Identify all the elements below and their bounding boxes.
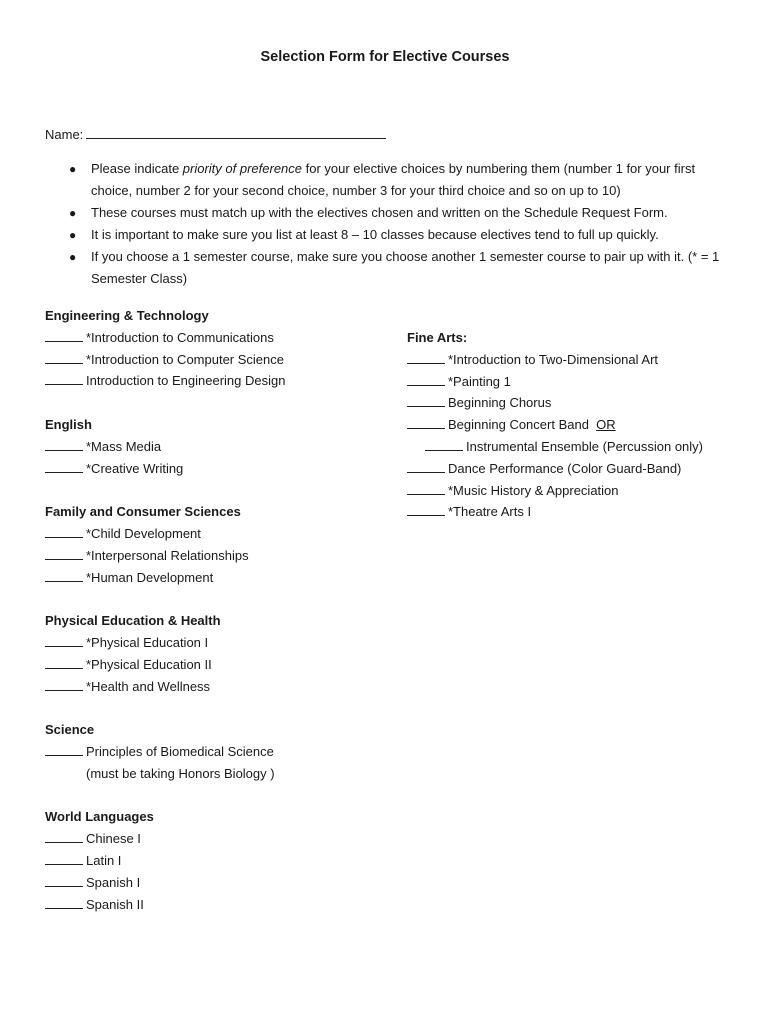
priority-blank[interactable] <box>45 350 83 364</box>
course-row: *Introduction to Communications <box>45 327 385 349</box>
emphasis-text: priority of preference <box>182 161 303 176</box>
bullet-icon: ● <box>69 206 77 220</box>
section-heading-fine-arts: Fine Arts: <box>407 330 468 345</box>
section-heading-english: English <box>45 416 92 432</box>
priority-blank[interactable] <box>45 568 83 582</box>
priority-blank[interactable] <box>45 873 83 887</box>
course-row: *Human Development <box>45 567 385 589</box>
priority-blank[interactable] <box>45 851 83 865</box>
section-heading-family: Family and Consumer Sciences <box>45 504 241 520</box>
priority-blank[interactable] <box>45 437 83 451</box>
priority-blank[interactable] <box>45 546 83 560</box>
priority-blank[interactable] <box>45 829 83 843</box>
course-row: Principles of Biomedical Science <box>45 741 385 763</box>
name-label: Name: <box>45 127 84 142</box>
priority-blank[interactable] <box>407 350 445 364</box>
priority-blank[interactable] <box>45 328 83 342</box>
section-heading-science: Science <box>45 722 95 738</box>
course-row: *Health and Wellness <box>45 676 385 698</box>
course-row: *Painting 1 <box>407 371 747 393</box>
priority-blank[interactable] <box>45 633 83 647</box>
section-heading-engineering: Engineering & Technology <box>45 308 209 323</box>
course-row: *Child Development <box>45 523 385 545</box>
course-row: Latin I <box>45 850 385 872</box>
page-title: Selection Form for Elective Courses <box>260 49 510 65</box>
course-note: (must be taking Honors Biology ) <box>86 765 275 781</box>
priority-blank[interactable] <box>407 393 445 407</box>
name-row <box>45 124 386 142</box>
course-row: Introduction to Engineering Design <box>45 370 385 392</box>
priority-blank[interactable] <box>45 677 83 691</box>
priority-blank[interactable] <box>45 459 83 473</box>
course-row: *Introduction to Computer Science <box>45 349 385 371</box>
course-row: Spanish I <box>45 872 385 894</box>
right-column <box>407 327 747 523</box>
instructions-list <box>45 158 735 290</box>
priority-blank[interactable] <box>425 437 463 451</box>
course-row: Spanish II <box>45 894 385 916</box>
priority-blank[interactable] <box>407 415 445 429</box>
course-row: Instrumental Ensemble (Percussion only) <box>407 436 747 458</box>
course-row: *Introduction to Two-Dimensional Art <box>407 349 747 371</box>
course-row: Beginning Chorus <box>407 392 747 414</box>
instruction-item: ● Please indicate priority of preference for your elective choices by numbering them (number 1 for your first choice, number 2 for your second choice, number 3 for your third choice and so on up to 10) <box>45 158 735 202</box>
course-row: Beginning Concert Band OR <box>407 414 747 436</box>
section-heading-languages: World Languages <box>45 809 154 825</box>
bullet-icon: ● <box>69 228 77 242</box>
bullet-icon: ● <box>69 250 77 264</box>
course-row: *Interpersonal Relationships <box>45 545 385 567</box>
left-column <box>45 305 385 915</box>
course-row: *Creative Writing <box>45 458 385 480</box>
course-row: *Physical Education II <box>45 654 385 676</box>
course-row: *Theatre Arts I <box>407 501 747 523</box>
instruction-item: ● These courses must match up with the electives chosen and written on the Schedule Request Form. <box>45 202 735 224</box>
priority-blank[interactable] <box>45 371 83 385</box>
priority-blank[interactable] <box>45 742 83 756</box>
course-row: Chinese I <box>45 828 385 850</box>
priority-blank[interactable] <box>45 524 83 538</box>
course-row: *Physical Education I <box>45 632 385 654</box>
course-row: *Mass Media <box>45 436 385 458</box>
name-field[interactable] <box>86 124 386 139</box>
priority-blank[interactable] <box>407 481 445 495</box>
bullet-icon: ● <box>69 162 77 176</box>
course-row: Dance Performance (Color Guard-Band) <box>407 458 747 480</box>
or-label: OR <box>596 417 616 433</box>
section-heading-pe: Physical Education & Health <box>45 613 221 629</box>
course-row: *Music History & Appreciation <box>407 480 747 502</box>
priority-blank[interactable] <box>407 372 445 386</box>
priority-blank[interactable] <box>45 655 83 669</box>
priority-blank[interactable] <box>45 895 83 909</box>
instruction-item: ● It is important to make sure you list at least 8 – 10 classes because electives tend to full up quickly. <box>45 224 735 246</box>
instruction-item: ● If you choose a 1 semester course, make sure you choose another 1 semester course to pair up with it. (* = 1 Semester Class) <box>45 246 735 290</box>
priority-blank[interactable] <box>407 459 445 473</box>
priority-blank[interactable] <box>407 502 445 516</box>
